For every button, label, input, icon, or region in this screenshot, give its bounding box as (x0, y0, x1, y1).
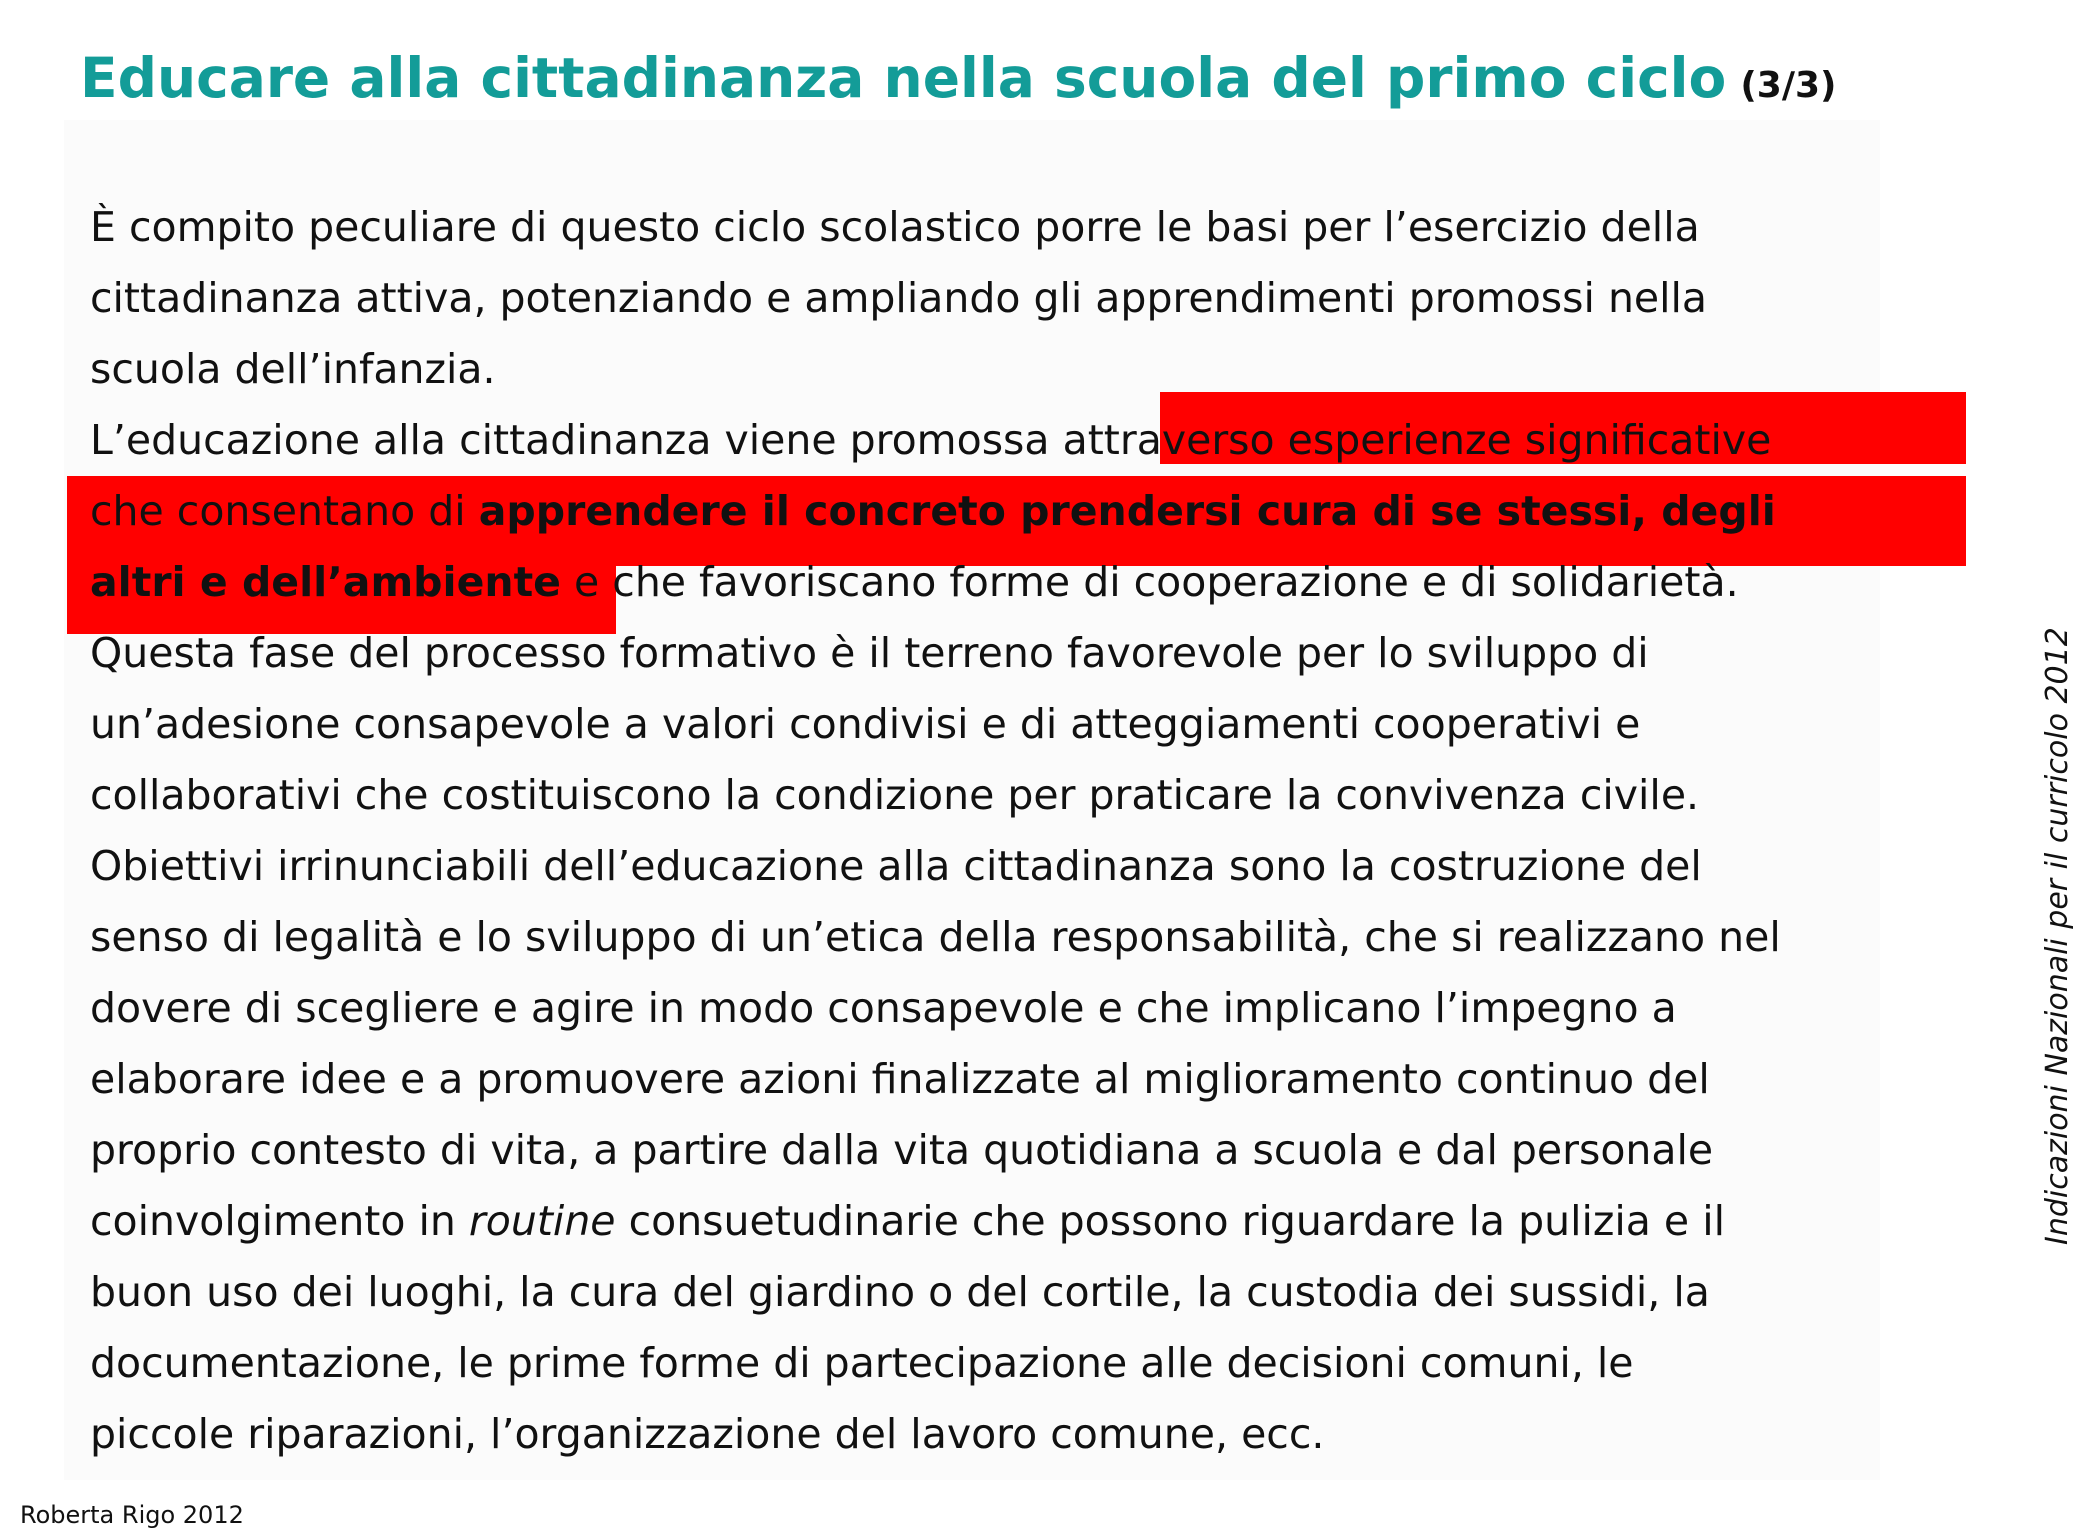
text-line: proprio contesto di vita, a partire dalla vita quotidiana a scuola e dal personale (90, 1126, 1714, 1174)
slide-title-text: Educare alla cittadinanza nella scuola del primo ciclo (80, 46, 1727, 110)
text-line: Obiettivi irrinunciabili dell’educazione alla cittadinanza sono la costruzione del (90, 842, 1702, 890)
text-line: collaborativi che costituiscono la condizione per praticare la convivenza civile. (90, 771, 1700, 819)
italic-term: routine (468, 1197, 616, 1245)
author-credit: Roberta Rigo 2012 (20, 1501, 244, 1529)
text-line-segment: consuetudinarie che possono riguardare la pulizia e il (615, 1197, 1725, 1245)
text-line (90, 547, 1990, 618)
slide-number: (3/3) (1740, 65, 1837, 106)
text-line (90, 1186, 1990, 1257)
text-line: piccole riparazioni, l’organizzazione del lavoro comune, ecc. (90, 1410, 1325, 1458)
text-line: elaborare idee e a promuovere azioni finalizzate al miglioramento continuo del (90, 1055, 1710, 1103)
text-line (90, 405, 1990, 476)
emphasis-text: apprendere il concreto prendersi cura di se stessi, degli (478, 487, 1776, 535)
text-line (90, 476, 1990, 547)
text-line: documentazione, le prime forme di partecipazione alle decisioni comuni, le (90, 1339, 1634, 1387)
text-line: È compito peculiare di questo ciclo scolastico porre le basi per l’esercizio della (90, 203, 1700, 251)
text-line-segment: L’educazione alla cittadinanza viene promossa (90, 416, 1063, 464)
text-line: Questa fase del processo formativo è il terreno favorevole per lo sviluppo di (90, 629, 1649, 677)
highlighted-text: che consentano di (90, 487, 479, 535)
text-line: buon uso dei luoghi, la cura del giardino o del cortile, la custodia dei sussidi, la (90, 1268, 1710, 1316)
text-line-segment: e che favoriscano forme di cooperazione e di solidarietà. (560, 558, 1739, 606)
text-line: scuola dell’infanzia. (90, 345, 496, 393)
text-line: un’adesione consapevole a valori condivisi e di atteggiamenti cooperativi e (90, 700, 1641, 748)
text-line: senso di legalità e lo sviluppo di un’etica della responsabilità, che si realizzano nel (90, 913, 1781, 961)
emphasis-text: altri e dell’ambiente (90, 558, 561, 606)
slide-title (80, 42, 1836, 122)
body-text (90, 192, 1990, 1470)
text-line-segment: coinvolgimento in (90, 1197, 469, 1245)
text-line: dovere di scegliere e agire in modo consapevole e che implicano l’impegno a (90, 984, 1677, 1032)
text-line: cittadinanza attiva, potenziando e ampliando gli apprendimenti promossi nella (90, 274, 1708, 322)
source-caption: Indicazioni Nazionali per il curricolo 2012 (2040, 627, 2075, 1245)
highlighted-text: attraverso esperienze significative (1062, 416, 1772, 464)
